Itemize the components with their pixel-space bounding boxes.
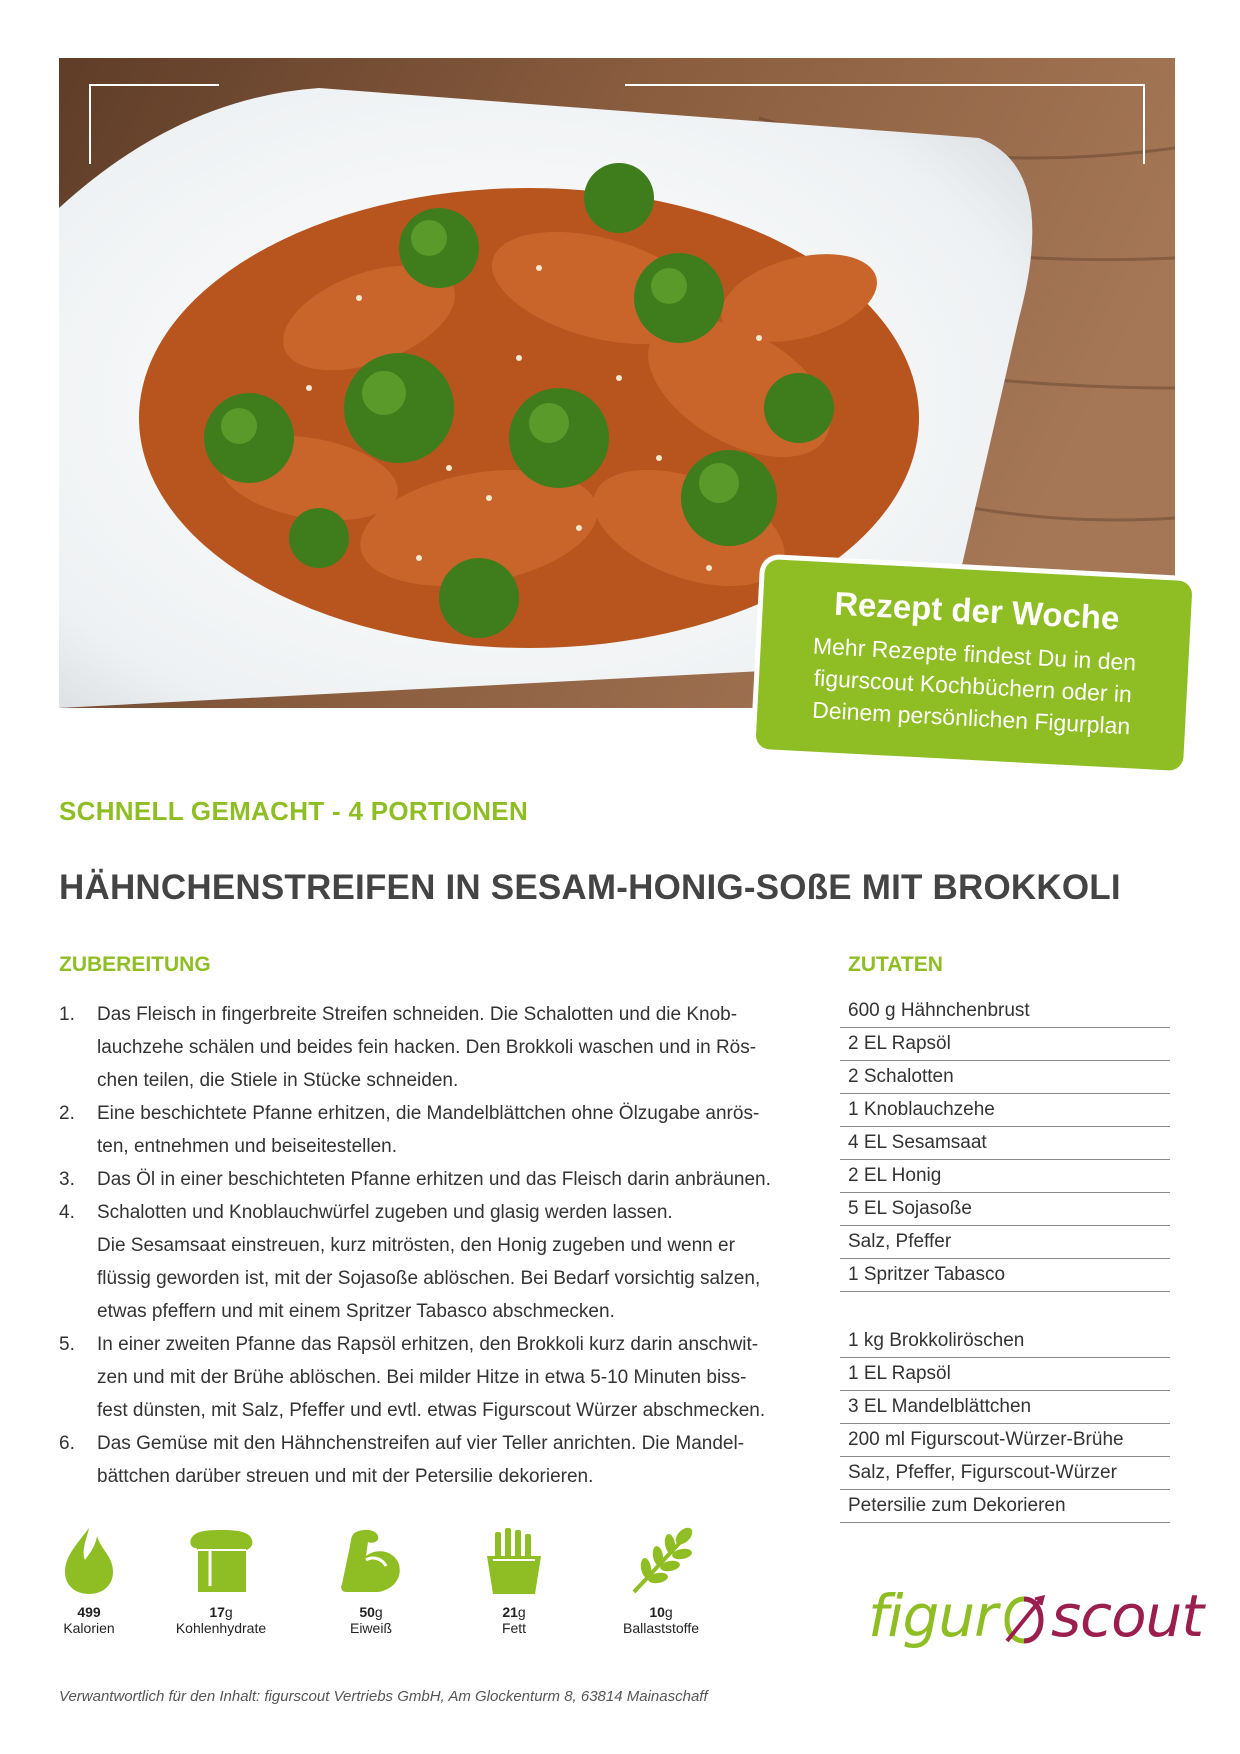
nutrition-value: 21 — [502, 1604, 518, 1620]
photo-frame-corner — [625, 84, 1145, 164]
nutrition-unit: g — [664, 1604, 673, 1620]
step-line: etwas pfeffern und mit einem Spritzer Tabasco abschmecken. — [97, 1301, 615, 1322]
nutrition-carbs — [156, 1526, 286, 1636]
step-item — [59, 998, 821, 1097]
step-line: Eine beschichtete Pfanne erhitzen, die Mandelblättchen ohne Ölzugabe anrös- — [97, 1103, 760, 1124]
logo-text-figur: figur — [868, 1582, 997, 1650]
nutrition-value: 499 — [77, 1604, 101, 1620]
ingredients-list — [840, 995, 1170, 1523]
step-number: 6. — [59, 1433, 75, 1454]
nutrition-protein — [306, 1526, 436, 1636]
step-line: chen teilen, die Stiele in Stücke schneiden. — [97, 1070, 459, 1091]
muscle-arm-icon — [336, 1526, 406, 1596]
nutrition-fiber — [596, 1526, 726, 1636]
nutrition-label: Fett — [501, 1620, 527, 1636]
nutrition-value: 10 — [649, 1604, 665, 1620]
ingredient-item: 5 EL Sojasoße — [840, 1193, 1170, 1226]
wheat-icon — [626, 1526, 696, 1596]
nutrition-unit: g — [224, 1604, 233, 1620]
nutrition-unit: g — [374, 1604, 383, 1620]
preparation-steps — [59, 998, 821, 1493]
legal-footer: Verwantwortlich für den Inhalt: figurscout Vertriebs GmbH, Am Glockenturm 8, 63814 Mainaschaff — [59, 1688, 708, 1705]
ingredients-heading: ZUTATEN — [848, 953, 943, 976]
ingredient-item: 1 kg Brokkoliröschen — [840, 1325, 1170, 1358]
step-line: zen und mit der Brühe ablöschen. Bei milder Hitze in etwa 5-10 Minuten biss- — [97, 1367, 747, 1388]
nutrition-unit: g — [517, 1604, 526, 1620]
step-number: 1. — [59, 1004, 75, 1025]
step-line: lauchzehe schälen und beides fein hacken. Den Brokkoli waschen und in Rös- — [97, 1037, 757, 1058]
ingredient-item: 1 Knoblauchzehe — [840, 1094, 1170, 1127]
recipe-of-week-badge — [755, 559, 1192, 771]
figurscout-logo — [868, 1582, 1203, 1650]
logo-mark-icon — [999, 1595, 1049, 1645]
ingredient-item: Salz, Pfeffer, Figurscout-Würzer — [840, 1457, 1170, 1490]
step-number: 3. — [59, 1169, 75, 1190]
ingredient-item: 2 Schalotten — [840, 1061, 1170, 1094]
logo-text-scout: scout — [1050, 1582, 1204, 1650]
step-item — [59, 1427, 821, 1493]
step-line: ten, entnehmen und beiseitestellen. — [97, 1136, 397, 1157]
step-line: Schalotten und Knoblauchwürfel zugeben und glasig werden lassen. — [97, 1202, 673, 1223]
step-line: Das Fleisch in fingerbreite Streifen schneiden. Die Schalotten und die Knob- — [97, 1004, 738, 1025]
recipe-title: HÄHNCHENSTREIFEN IN SESAM-HONIG-SOßE MIT BROKKOLI — [59, 868, 1121, 907]
nutrition-value: 17 — [209, 1604, 225, 1620]
step-item — [59, 1097, 821, 1163]
bread-icon — [186, 1526, 256, 1596]
french-fries-icon — [479, 1526, 549, 1596]
nutrition-calories — [24, 1526, 154, 1636]
preparation-heading: ZUBEREITUNG — [59, 953, 211, 976]
nutrition-label: Kohlenhydrate — [175, 1620, 267, 1636]
nutrition-fat — [449, 1526, 579, 1636]
nutrition-label: Ballaststoffe — [622, 1620, 699, 1636]
step-line: fest dünsten, mit Salz, Pfeffer und evtl. etwas Figurscout Würzer abschmecken. — [97, 1400, 766, 1421]
step-item — [59, 1163, 821, 1196]
step-item — [59, 1328, 821, 1427]
nutrition-label: Eiweiß — [349, 1620, 392, 1636]
step-line: In einer zweiten Pfanne das Rapsöl erhitzen, den Brokkoli kurz darin anschwit- — [97, 1334, 759, 1355]
step-line: Das Öl in einer beschichteten Pfanne erhitzen und das Fleisch darin anbräunen. — [97, 1169, 771, 1190]
ingredient-item: Salz, Pfeffer — [840, 1226, 1170, 1259]
step-line: Das Gemüse mit den Hähnchenstreifen auf vier Teller anrichten. Die Mandel- — [97, 1433, 745, 1454]
ingredient-item: 2 EL Rapsöl — [840, 1028, 1170, 1061]
ingredient-item: 200 ml Figurscout-Würzer-Brühe — [840, 1424, 1170, 1457]
ingredient-item: 4 EL Sesamsaat — [840, 1127, 1170, 1160]
step-line: bättchen darüber streuen und mit der Petersilie dekorieren. — [97, 1466, 594, 1487]
ingredient-item: 3 EL Mandelblättchen — [840, 1391, 1170, 1424]
badge-title: Rezept der Woche — [833, 584, 1121, 637]
ingredient-group-spacer — [840, 1292, 1170, 1325]
ingredient-item: 2 EL Honig — [840, 1160, 1170, 1193]
step-number: 5. — [59, 1334, 75, 1355]
ingredient-item: Petersilie zum Dekorieren — [840, 1490, 1170, 1523]
nutrition-label: Kalorien — [63, 1620, 115, 1636]
recipe-subtitle: SCHNELL GEMACHT - 4 PORTIONEN — [59, 796, 529, 826]
step-number: 2. — [59, 1103, 75, 1124]
step-item — [59, 1196, 821, 1328]
nutrition-value: 50 — [359, 1604, 375, 1620]
flame-icon — [59, 1526, 119, 1596]
step-number: 4. — [59, 1202, 75, 1223]
badge-text: Mehr Rezepte findest Du in den figurscout Kochbüchern oder in Deinem persönlichen Figurplan — [811, 632, 1137, 740]
ingredient-item: 1 EL Rapsöl — [840, 1358, 1170, 1391]
ingredient-item: 600 g Hähnchenbrust — [840, 995, 1170, 1028]
step-line: Die Sesamsaat einstreuen, kurz mitrösten, den Honig zugeben und wenn er — [97, 1235, 735, 1256]
photo-frame-corner — [89, 84, 219, 164]
step-line: flüssig geworden ist, mit der Sojasoße ablöschen. Bei Bedarf vorsichtig salzen, — [97, 1268, 761, 1289]
ingredient-item: 1 Spritzer Tabasco — [840, 1259, 1170, 1292]
